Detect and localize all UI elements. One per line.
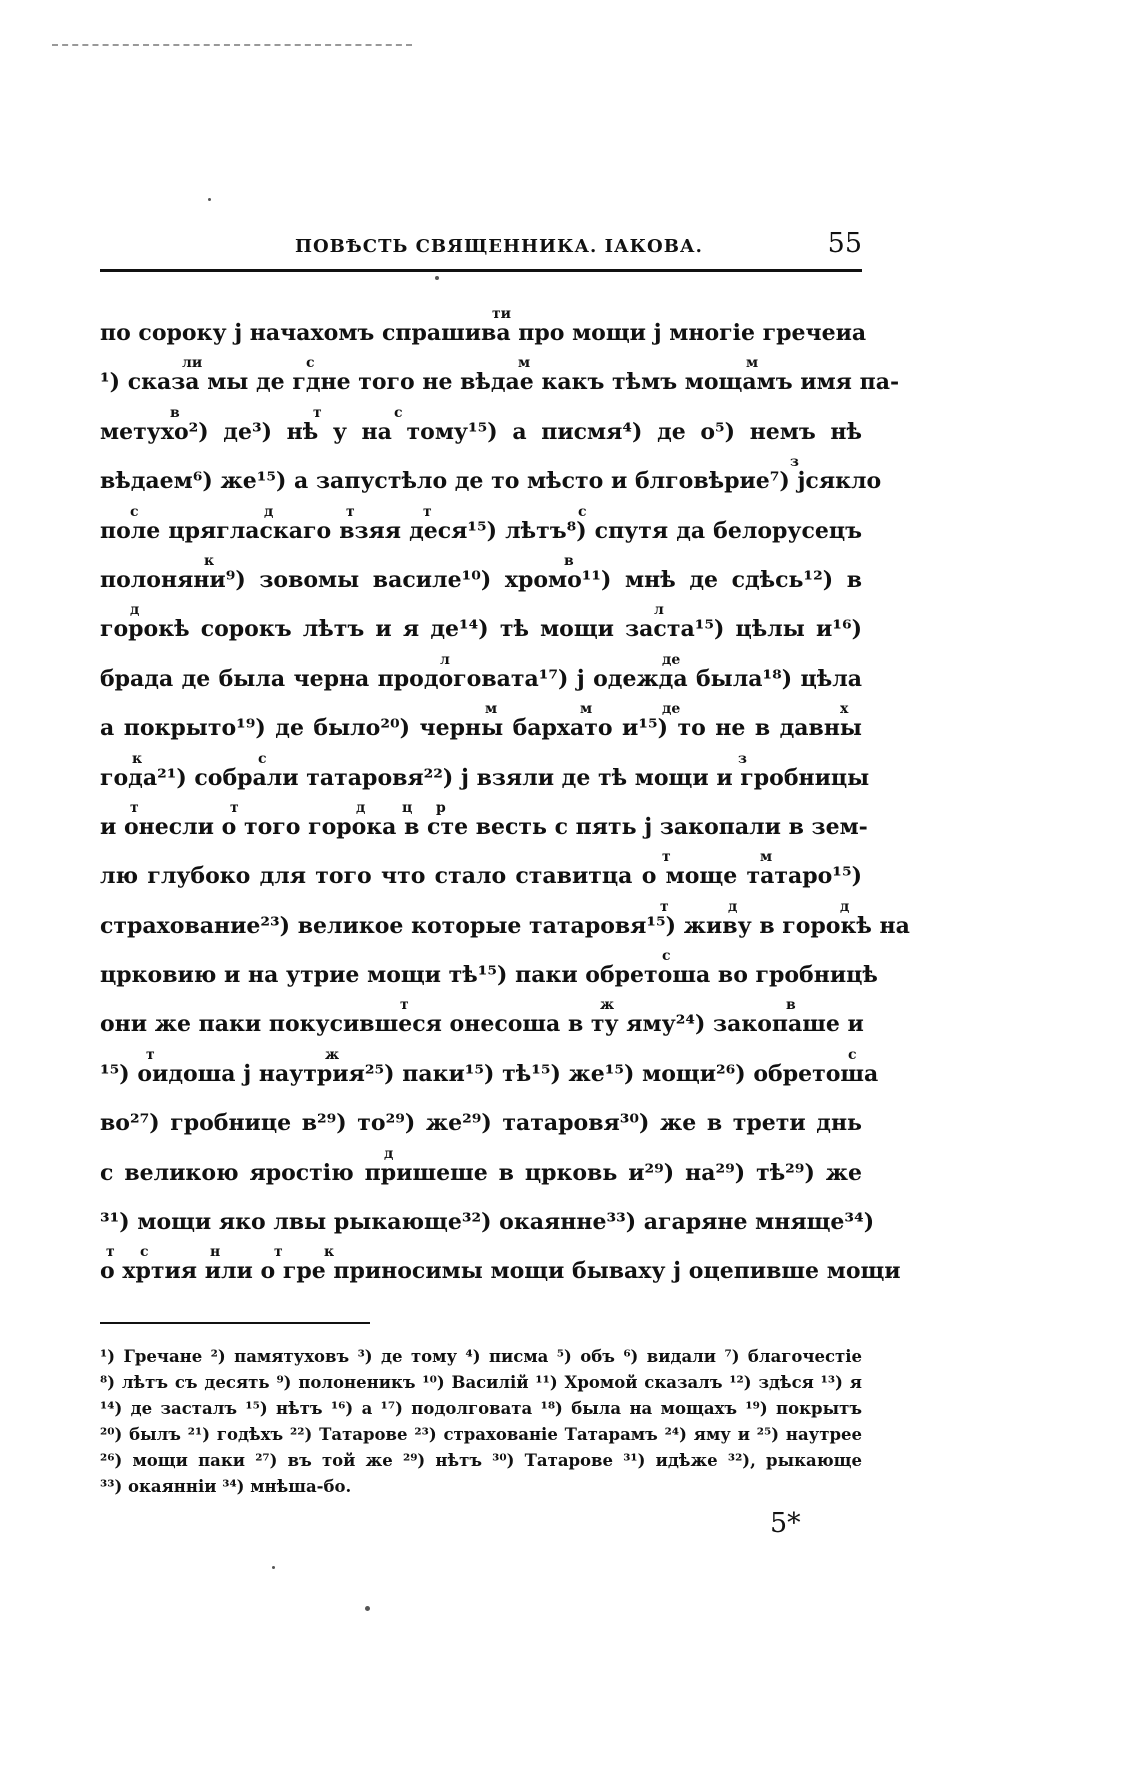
superscript-letter: д bbox=[264, 503, 274, 520]
superscript-letter: т bbox=[660, 898, 669, 915]
superscript-letter: т bbox=[230, 799, 239, 816]
superscript-letter: т bbox=[400, 997, 409, 1014]
line-text: и онесли о того горока в сте весть с пять ј закопали в зем- bbox=[100, 813, 868, 840]
superscript-letter: д bbox=[840, 898, 850, 915]
superscript-letter: ти bbox=[492, 306, 512, 322]
text-line bbox=[100, 1238, 901, 1287]
text-line bbox=[100, 1090, 862, 1139]
footnote-line: ²⁰) былъ ²¹) годѣхъ ²²) Татарове ²³) страхованіе Татарамъ ²⁴) яму и ²⁵) наутрее bbox=[100, 1425, 862, 1444]
superscript-letter: ж bbox=[325, 1046, 340, 1063]
scan-speck bbox=[208, 198, 211, 201]
text-line bbox=[100, 1189, 875, 1238]
scan-speck bbox=[365, 1606, 370, 1611]
superscript-letter: з bbox=[738, 750, 747, 767]
superscript-letter: м bbox=[746, 355, 759, 372]
running-title: ПОВѢСТЬ СВЯЩЕННИКА. ІАКОВА. bbox=[295, 236, 703, 257]
line-text: полоняни⁹) зовомы василе¹⁰) хромо¹¹) мнѣ де сдѣсь¹²) в bbox=[100, 566, 862, 593]
text-line bbox=[100, 991, 862, 1040]
superscript-letter: м bbox=[580, 701, 593, 718]
line-text: о хртия или о гре приносимы мощи бываху ј оцепивше мощи bbox=[100, 1258, 901, 1285]
footnote-rule bbox=[100, 1322, 370, 1324]
footnote-line: ⁸) лѣтъ съ десять ⁹) полоненикъ ¹⁰) Василій ¹¹) Хромой сказалъ ¹²) здѣся ¹³) я bbox=[100, 1373, 862, 1392]
superscript-letter: х bbox=[840, 701, 849, 718]
superscript-letter: с bbox=[130, 503, 139, 520]
superscript-letter: с bbox=[394, 404, 403, 421]
signature-mark: 5* bbox=[770, 1508, 801, 1539]
text-line bbox=[100, 596, 862, 645]
superscript-letter: т bbox=[146, 1046, 155, 1063]
text-line bbox=[100, 695, 862, 744]
footnote-line: ¹) Гречане ²) памятуховъ ³) де тому ⁴) писма ⁵) объ ⁶) видали ⁷) благочестіе bbox=[100, 1347, 862, 1366]
superscript-letter: т bbox=[346, 503, 355, 520]
line-text: лю глубоко для того что стало ставитца о моще татаро¹⁵) bbox=[100, 863, 862, 890]
text-line bbox=[100, 448, 882, 497]
line-text: во²⁷) гробнице в²⁹) то²⁹) же²⁹) татаровя³⁰) же в трети днь bbox=[100, 1110, 862, 1137]
footnote-line: ¹⁴) де засталъ ¹⁵) нѣтъ ¹⁶) а ¹⁷) подолговата ¹⁸) была на мощахъ ¹⁹) покрытъ bbox=[100, 1399, 862, 1418]
text-line bbox=[100, 300, 867, 349]
superscript-letter: ли bbox=[182, 355, 203, 372]
text-line bbox=[100, 942, 878, 991]
superscript-letter: т bbox=[662, 849, 671, 866]
superscript-letter: м bbox=[760, 849, 773, 866]
superscript-letter: к bbox=[324, 1244, 335, 1261]
superscript-letter: с bbox=[848, 1046, 857, 1063]
superscript-letter: р bbox=[436, 799, 446, 816]
superscript-letter: к bbox=[204, 552, 215, 569]
superscript-letter: с bbox=[140, 1244, 149, 1261]
line-text: ¹) сказа мы де гдне того не вѣдае какъ тѣмъ мощамъ имя па- bbox=[100, 369, 900, 396]
scan-speck bbox=[272, 1566, 275, 1569]
line-text: ¹⁵) оидоша ј наутрия²⁵) паки¹⁵) тѣ¹⁵) же¹⁵) мощи²⁶) обретоша bbox=[100, 1060, 879, 1087]
line-text: по сороку ј начахомъ спрашива про мощи ј многіе гречеиа bbox=[100, 320, 867, 346]
superscript-letter: т bbox=[130, 799, 139, 816]
line-text: црковию и на утрие мощи тѣ¹⁵) паки обретоша во гробницѣ bbox=[100, 962, 878, 989]
text-line bbox=[100, 547, 862, 596]
superscript-letter: с bbox=[258, 750, 267, 767]
text-line bbox=[100, 745, 870, 794]
superscript-letter: де bbox=[662, 651, 681, 668]
superscript-letter: т bbox=[313, 404, 322, 421]
line-text: с великою яростію пришеше в црковь и²⁹) на²⁹) тѣ²⁹) же bbox=[100, 1159, 862, 1186]
superscript-letter: д bbox=[130, 602, 140, 619]
superscript-letter: де bbox=[662, 701, 681, 718]
header-rule bbox=[100, 269, 862, 272]
main-text bbox=[100, 300, 910, 1288]
page-number: 55 bbox=[827, 228, 862, 259]
superscript-letter: ж bbox=[600, 997, 615, 1014]
superscript-letter: т bbox=[274, 1244, 283, 1261]
superscript-letter: т bbox=[423, 503, 432, 520]
superscript-letter: н bbox=[210, 1244, 221, 1261]
superscript-letter: л bbox=[440, 651, 450, 668]
superscript-letter: с bbox=[662, 948, 671, 965]
superscript-letter: в bbox=[786, 997, 796, 1014]
superscript-letter: л bbox=[654, 602, 664, 619]
line-text: они же паки покусившеся онесоша в ту яму²⁴) закопаше и bbox=[100, 1011, 864, 1038]
line-text: поле црягласкаго взяя деся¹⁵) лѣтъ⁸) спутя да белорусецъ bbox=[100, 517, 862, 544]
superscript-letter: в bbox=[564, 552, 574, 569]
superscript-letter: т bbox=[106, 1244, 115, 1261]
line-text: ³¹) мощи яко лвы рыкающе³²) окаянне³³) агаряне мняще³⁴) bbox=[100, 1209, 875, 1236]
line-text: брада де была черна продоговата¹⁷) ј одежда была¹⁸) цѣла bbox=[100, 665, 862, 692]
footnotes bbox=[100, 1344, 862, 1500]
superscript-letter: в bbox=[170, 404, 180, 421]
scan-speck bbox=[435, 276, 439, 280]
text-line bbox=[100, 498, 862, 547]
line-text: вѣдаем⁶) же¹⁵) а запустѣло де то мѣсто и блговѣрие⁷) јсякло bbox=[100, 468, 882, 495]
scan-edge-mark bbox=[52, 44, 412, 46]
text-line bbox=[100, 1140, 862, 1189]
superscript-letter: с bbox=[306, 355, 315, 372]
superscript-letter: м bbox=[518, 355, 531, 372]
text-line bbox=[100, 646, 862, 695]
line-text: а покрыто¹⁹) де было²⁰) черны бархато и¹⁵) то не в давны bbox=[100, 715, 862, 742]
text-line bbox=[100, 893, 910, 942]
superscript-letter: м bbox=[485, 701, 498, 718]
text-line bbox=[100, 349, 900, 398]
line-text: страхование²³) великое которые татаровя¹⁵) живу в горокѣ на bbox=[100, 912, 910, 939]
text-line bbox=[100, 1041, 879, 1090]
line-text: горокѣ сорокъ лѣтъ и я де¹⁴) тѣ мощи заста¹⁵) цѣлы и¹⁶) bbox=[100, 616, 862, 643]
text-line bbox=[100, 794, 868, 843]
line-text: метухо²) де³) нѣ у на тому¹⁵) а писмя⁴) де о⁵) немъ нѣ bbox=[100, 418, 862, 445]
line-text: года²¹) собрали татаровя²²) ј взяли де тѣ мощи и гробницы bbox=[100, 764, 870, 791]
superscript-letter: д bbox=[728, 898, 738, 915]
superscript-letter: з bbox=[790, 454, 799, 471]
superscript-letter: ц bbox=[402, 799, 413, 816]
page-header bbox=[100, 228, 862, 268]
superscript-letter: с bbox=[578, 503, 587, 520]
text-line bbox=[100, 399, 862, 448]
superscript-letter: к bbox=[132, 750, 143, 767]
superscript-letter: д bbox=[356, 799, 366, 816]
footnote-line: ²⁶) мощи паки ²⁷) въ той же ²⁹) нѣтъ ³⁰) Татарове ³¹) идѣже ³²), рыкающе bbox=[100, 1451, 862, 1470]
footnote-line: ³³) окаянніи ³⁴) мнѣша-бо. bbox=[100, 1477, 352, 1496]
superscript-letter: д bbox=[384, 1145, 394, 1162]
text-line bbox=[100, 843, 862, 892]
